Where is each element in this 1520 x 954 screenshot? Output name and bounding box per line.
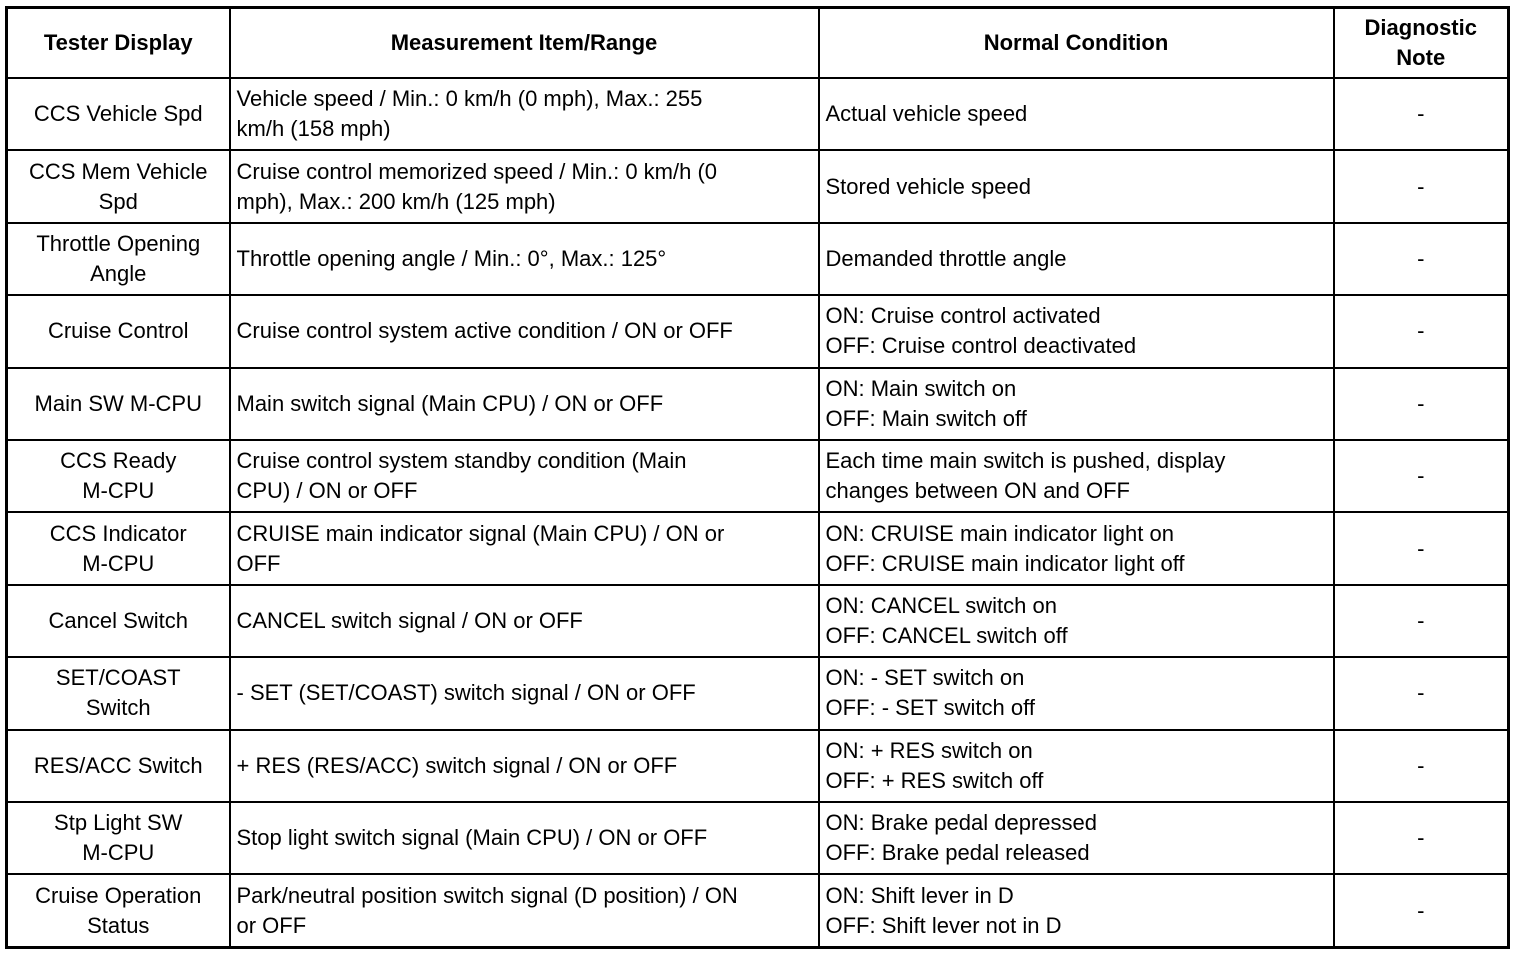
measurement-cell [230,295,819,367]
measurement-cell [230,440,819,512]
diagnostic-note-cell: - [1334,78,1509,150]
normal-condition-cell-line: OFF: Cruise control deactivated [825,333,1137,359]
measurement-cell [230,223,819,295]
tester-display-cell-line: Cruise Operation [35,882,202,908]
normal-condition-cell-line: Actual vehicle speed [825,101,1028,127]
tester-display-cell [7,150,230,222]
normal-condition-cell-line: ON: Brake pedal depressed [825,810,1097,836]
normal-condition-cell-line: OFF: CANCEL switch off [825,623,1068,649]
tester-display-cell [7,730,230,802]
measurement-cell-line: Vehicle speed / Min.: 0 km/h (0 mph), Max.: 255 [236,86,703,112]
measurement-cell-line: Cruise control memorized speed / Min.: 0 km/h (0 [236,158,718,184]
header-diagnostic-note [1334,8,1509,79]
tester-display-cell-line: CCS Ready [60,448,177,474]
measurement-cell-line: mph), Max.: 200 km/h (125 mph) [236,188,556,214]
diagnostic-note-cell: - [1334,802,1509,874]
measurement-cell [230,730,819,802]
table-row [7,150,1509,222]
normal-condition-cell-line: OFF: + RES switch off [825,767,1044,793]
diagnostic-note-cell: - [1334,874,1509,947]
table-row [7,223,1509,295]
normal-condition-cell-line: OFF: - SET switch off [825,695,1035,721]
normal-condition-cell-line: ON: Cruise control activated [825,303,1101,329]
measurement-cell-line: Stop light switch signal (Main CPU) / ON or OFF [236,825,708,851]
diagnostic-note-cell: - [1334,223,1509,295]
measurement-cell [230,802,819,874]
normal-condition-cell-line: OFF: Main switch off [825,405,1027,431]
diagnostic-note-cell: - [1334,657,1509,729]
normal-condition-cell-line: changes between ON and OFF [825,478,1130,504]
normal-condition-cell-line: ON: CANCEL switch on [825,593,1057,619]
tester-display-cell-line: M-CPU [82,478,155,504]
normal-condition-cell-line: OFF: Shift lever not in D [825,912,1062,938]
tester-display-cell [7,78,230,150]
tester-display-cell [7,585,230,657]
tester-display-cell [7,874,230,947]
diagnostic-note-cell: - [1334,440,1509,512]
normal-condition-cell [819,295,1334,367]
measurement-cell-line: - SET (SET/COAST) switch signal / ON or OFF [236,680,696,706]
diagnostic-note-cell: - [1334,512,1509,584]
tester-display-cell-line: Cruise Control [47,318,189,344]
header-tester-display: Tester Display [7,8,230,79]
normal-condition-cell [819,657,1334,729]
normal-condition-cell [819,150,1334,222]
tester-display-cell-line: CCS Indicator [49,520,187,546]
normal-condition-cell-line: ON: Main switch on [825,375,1017,401]
tester-display-cell-line: Status [87,912,150,938]
tester-display-cell [7,295,230,367]
measurement-cell-line: or OFF [236,912,307,938]
normal-condition-cell-line: ON: Shift lever in D [825,882,1014,908]
measurement-cell [230,368,819,440]
tester-display-cell-line: RES/ACC Switch [33,752,203,778]
header-normal-condition: Normal Condition [819,8,1334,79]
measurement-cell-line: Cruise control system active condition / ON or OFF [236,318,733,344]
measurement-cell-line: Throttle opening angle / Min.: 0°, Max.: 125° [236,246,667,272]
normal-condition-cell-line: Stored vehicle speed [825,173,1031,199]
diagnostic-note-cell: - [1334,585,1509,657]
diagnostic-note-cell: - [1334,730,1509,802]
normal-condition-cell-line: ON: - SET switch on [825,665,1025,691]
normal-condition-cell-line: OFF: CRUISE main indicator light off [825,550,1185,576]
table-row [7,78,1509,150]
normal-condition-cell [819,730,1334,802]
tester-display-cell-line: Angle [90,261,147,287]
normal-condition-cell-line: OFF: Brake pedal released [825,840,1090,866]
data-list-table-container [5,6,1507,949]
measurement-cell [230,874,819,947]
tester-display-cell-line: SET/COAST [55,665,181,691]
tester-display-cell-line: Cancel Switch [48,608,188,634]
measurement-cell [230,150,819,222]
table-row [7,802,1509,874]
normal-condition-cell-line: ON: CRUISE main indicator light on [825,520,1174,546]
tester-display-cell-line: M-CPU [82,550,155,576]
tester-display-cell [7,512,230,584]
tester-display-cell-line: CCS Mem Vehicle [28,158,208,184]
measurement-cell-line: CANCEL switch signal / ON or OFF [236,608,583,634]
table-row [7,512,1509,584]
tester-display-cell-line: M-CPU [82,840,155,866]
tester-display-cell-line: Stp Light SW [54,810,183,836]
measurement-cell [230,585,819,657]
diagnostic-note-cell: - [1334,368,1509,440]
header-measurement: Measurement Item/Range [230,8,819,79]
normal-condition-cell [819,512,1334,584]
normal-condition-cell-line: ON: + RES switch on [825,737,1033,763]
table-row [7,874,1509,947]
normal-condition-cell [819,78,1334,150]
tester-display-cell [7,802,230,874]
normal-condition-cell-line: Each time main switch is pushed, display [825,448,1226,474]
tester-display-cell [7,223,230,295]
header-diagnostic-note-line1: Diagnostic [1364,15,1477,40]
header-row [7,8,1509,79]
normal-condition-cell [819,874,1334,947]
measurement-cell-line: CPU) / ON or OFF [236,478,418,504]
table-row [7,368,1509,440]
tester-display-cell [7,368,230,440]
tester-display-cell-line: Spd [98,188,138,214]
normal-condition-cell [819,368,1334,440]
tester-display-cell [7,657,230,729]
measurement-cell-line: CRUISE main indicator signal (Main CPU) / ON or [236,520,725,546]
measurement-cell-line: + RES (RES/ACC) switch signal / ON or OFF [236,752,678,778]
tester-display-cell-line: Throttle Opening [36,231,201,257]
normal-condition-cell [819,223,1334,295]
measurement-cell-line: Park/neutral position switch signal (D position) / ON [236,882,738,908]
normal-condition-cell [819,440,1334,512]
measurement-cell-line: Cruise control system standby condition (Main [236,448,687,474]
tester-display-cell-line: Switch [85,695,151,721]
measurement-cell-line: Main switch signal (Main CPU) / ON or OFF [236,390,664,416]
measurement-cell [230,512,819,584]
tester-display-cell [7,440,230,512]
measurement-cell-line: km/h (158 mph) [236,116,391,142]
table-row [7,657,1509,729]
table-row [7,295,1509,367]
tester-display-cell-line: Main SW M-CPU [34,390,202,416]
data-list-table [5,6,1510,949]
table-row [7,730,1509,802]
header-diagnostic-note-line2: Note [1396,45,1446,70]
normal-condition-cell [819,802,1334,874]
tester-display-cell-line: CCS Vehicle Spd [33,101,203,127]
table-row [7,440,1509,512]
diagnostic-note-cell: - [1334,150,1509,222]
measurement-cell [230,657,819,729]
diagnostic-note-cell: - [1334,295,1509,367]
normal-condition-cell-line: Demanded throttle angle [825,246,1067,272]
normal-condition-cell [819,585,1334,657]
table-row [7,585,1509,657]
measurement-cell [230,78,819,150]
measurement-cell-line: OFF [236,550,281,576]
